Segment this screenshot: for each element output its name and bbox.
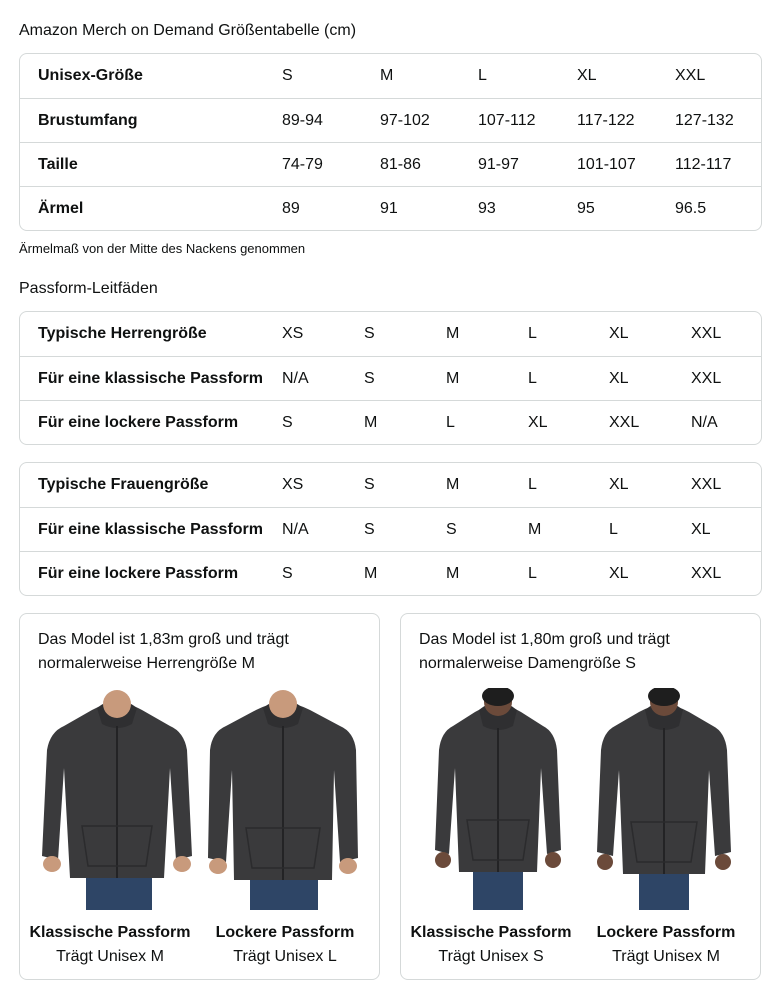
table-cell: L (528, 564, 537, 582)
table-cell: S (446, 520, 457, 538)
men-fit-table (19, 311, 762, 445)
table-cell: L (478, 67, 487, 84)
table-cell: 117-122 (577, 111, 635, 129)
table-cell: S (282, 413, 293, 431)
table-cell: XL (577, 67, 597, 84)
table-cell: 81-86 (380, 155, 421, 173)
table-cell: 127-132 (675, 111, 734, 129)
table-cell: XXL (675, 67, 706, 84)
table-row (20, 356, 761, 400)
sleeve-note: Ärmelmaß von der Mitte des Nackens genommen (19, 241, 306, 256)
row-label: Ärmel (38, 199, 84, 217)
row-label: Für eine lockere Passform (38, 564, 239, 582)
table-cell: S (364, 520, 375, 538)
table-cell: L (528, 476, 537, 493)
table-cell: 96.5 (675, 199, 707, 217)
fit-caption-subtitle: Trägt Unisex L (233, 948, 337, 965)
fit-caption-title: Klassische Passform (410, 924, 572, 941)
table-cell: M (446, 564, 460, 582)
table-cell: 95 (577, 199, 595, 217)
row-label: Typische Herrengröße (38, 325, 207, 342)
table-row (20, 507, 761, 551)
table-cell: 91 (380, 199, 398, 217)
table-row (20, 142, 761, 186)
female-model-card (400, 613, 761, 980)
male-model-relaxed-image (208, 688, 358, 910)
fit-caption-title: Klassische Passform (29, 924, 191, 941)
table-cell: M (364, 413, 378, 431)
table-cell: S (364, 325, 375, 342)
row-label: Für eine klassische Passform (38, 369, 263, 387)
table-cell: 93 (478, 199, 496, 217)
table-cell: XXL (691, 369, 722, 387)
hoodie-model-illustration (423, 688, 573, 910)
table-row (20, 98, 761, 142)
row-label: Brustumfang (38, 111, 138, 129)
table-cell: L (446, 413, 455, 431)
table-cell: S (364, 369, 375, 387)
row-label: Typische Frauengröße (38, 476, 209, 493)
female-model-classic-image (423, 688, 573, 910)
table-cell: M (446, 476, 460, 493)
table-cell: 97-102 (380, 111, 430, 129)
female-model-relaxed-image (589, 688, 739, 910)
table-cell: M (446, 325, 460, 342)
table-cell: 91-97 (478, 155, 519, 173)
table-cell: M (528, 520, 542, 538)
table-cell: XL (528, 413, 548, 431)
row-label: Unisex-Größe (38, 67, 143, 84)
table-cell: XL (609, 325, 629, 342)
table-cell: XL (609, 476, 629, 493)
table-row (20, 312, 761, 356)
table-cell: N/A (691, 413, 718, 431)
size-chart-title: Amazon Merch on Demand Größentabelle (cm) (19, 22, 357, 39)
table-cell: 74-79 (282, 155, 323, 173)
table-row (20, 54, 761, 98)
model-description: Das Model ist 1,80m groß und trägt normalerweise Damengröße S (419, 631, 670, 672)
hoodie-model-illustration (589, 688, 739, 910)
hoodie-model-illustration (42, 688, 192, 910)
table-row (20, 551, 761, 595)
table-cell: XS (282, 476, 304, 493)
table-row (20, 463, 761, 507)
row-label: Taille (38, 155, 78, 173)
table-row (20, 400, 761, 444)
table-cell: L (528, 325, 537, 342)
row-label: Für eine klassische Passform (38, 520, 263, 538)
male-model-card (19, 613, 380, 980)
table-row (20, 186, 761, 230)
table-cell: XXL (691, 325, 722, 342)
women-fit-table (19, 462, 762, 596)
table-cell: S (282, 67, 293, 84)
table-cell: XS (282, 325, 304, 342)
table-cell: S (364, 476, 375, 493)
table-cell: L (609, 520, 618, 538)
table-cell: 89-94 (282, 111, 323, 129)
table-cell: XL (691, 520, 711, 538)
fit-caption-subtitle: Trägt Unisex S (438, 948, 544, 965)
table-cell: M (446, 369, 460, 387)
male-model-classic-image (42, 688, 192, 910)
table-cell: XL (609, 564, 629, 582)
row-label: Für eine lockere Passform (38, 413, 239, 431)
table-cell: 107-112 (478, 111, 536, 129)
fit-caption-title: Lockere Passform (596, 924, 736, 941)
fit-caption-subtitle: Trägt Unisex M (612, 948, 720, 965)
table-cell: 89 (282, 199, 300, 217)
table-cell: 112-117 (675, 155, 732, 173)
table-cell: XXL (691, 564, 722, 582)
fit-guides-title: Passform-Leitfäden (19, 280, 158, 297)
fit-caption-subtitle: Trägt Unisex M (56, 948, 164, 965)
table-cell: S (282, 564, 293, 582)
table-cell: 101-107 (577, 155, 636, 173)
fit-caption-title: Lockere Passform (215, 924, 355, 941)
size-chart-table (19, 53, 762, 231)
table-cell: XL (609, 369, 629, 387)
table-cell: N/A (282, 520, 309, 538)
table-cell: XXL (609, 413, 640, 431)
table-cell: N/A (282, 369, 309, 387)
model-description: Das Model ist 1,83m groß und trägt normalerweise Herrengröße M (38, 631, 289, 672)
table-cell: M (380, 67, 394, 84)
table-cell: M (364, 564, 378, 582)
table-cell: XXL (691, 476, 722, 493)
table-cell: L (528, 369, 537, 387)
hoodie-model-illustration (208, 688, 358, 910)
